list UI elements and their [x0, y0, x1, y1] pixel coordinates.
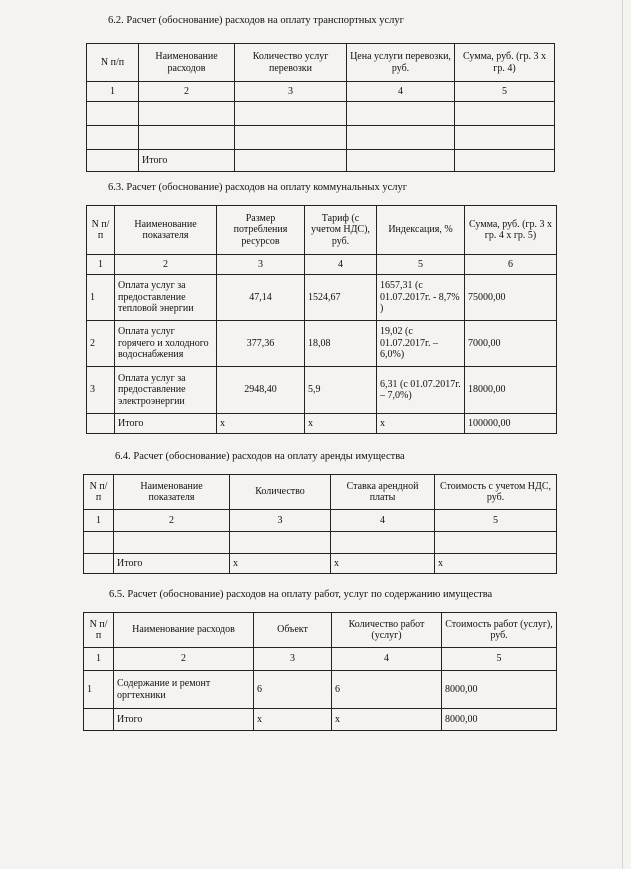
- table-row: [87, 367, 557, 414]
- total-placeholder: х: [254, 709, 332, 731]
- column-number-row: [87, 255, 557, 275]
- row-cost: 8000,00: [442, 671, 557, 709]
- column-number-row: [84, 510, 557, 532]
- column-number-cell: 3: [235, 82, 347, 102]
- header-cell: Сумма, руб. (гр. 3 х гр. 4): [455, 44, 555, 82]
- table-row: [87, 126, 555, 150]
- table-row: [87, 275, 557, 321]
- column-number-cell: 4: [331, 510, 435, 532]
- section-6-5-title: 6.5. Расчет (обоснование) расходов на оплату работ, услуг по содержанию имущества: [109, 589, 493, 600]
- header-cell: Индексация, %: [377, 206, 465, 255]
- total-placeholder: х: [230, 554, 331, 574]
- row-index: 1657,31 (с 01.07.2017г. - 8,7% ): [377, 275, 465, 321]
- header-cell: Наименование расходов: [114, 613, 254, 648]
- total-label: Итого: [114, 554, 230, 574]
- row-tariff: 5,9: [305, 367, 377, 414]
- total-row: [84, 554, 557, 574]
- table-header-row: [84, 613, 557, 648]
- column-number-cell: 2: [114, 648, 254, 671]
- total-label: Итого: [114, 709, 254, 731]
- section-6-4-title: 6.4. Расчет (обоснование) расходов на оплату аренды имущества: [115, 451, 405, 462]
- total-label: Итого: [115, 414, 217, 434]
- header-cell: Стоимость работ (услуг), руб.: [442, 613, 557, 648]
- header-cell: Объект: [254, 613, 332, 648]
- header-cell: Тариф (с учетом НДС), руб.: [305, 206, 377, 255]
- row-size: 377,36: [217, 321, 305, 367]
- table-header-row: [87, 206, 557, 255]
- row-number: 3: [87, 367, 115, 414]
- column-number-cell: 2: [115, 255, 217, 275]
- header-cell: Количество услуг перевозки: [235, 44, 347, 82]
- scan-edge-line: [622, 0, 623, 869]
- transport-costs-table: [86, 43, 555, 172]
- header-cell: Наименование показателя: [114, 475, 230, 510]
- column-number-cell: 1: [87, 255, 115, 275]
- column-number-cell: 5: [377, 255, 465, 275]
- column-number-cell: 1: [84, 510, 114, 532]
- column-number-cell: 2: [114, 510, 230, 532]
- column-number-cell: 3: [217, 255, 305, 275]
- row-size: 2948,40: [217, 367, 305, 414]
- section-6-3-title: 6.3. Расчет (обоснование) расходов на оплату коммунальных услуг: [108, 182, 408, 193]
- row-number: 1: [84, 671, 114, 709]
- header-cell: Количество работ (услуг): [332, 613, 442, 648]
- utility-costs-table: [86, 205, 557, 434]
- header-cell: Размер потребления ресурсов: [217, 206, 305, 255]
- total-placeholder: х: [435, 554, 557, 574]
- header-cell: Цена услуги перевозки, руб.: [347, 44, 455, 82]
- row-sum: 18000,00: [465, 367, 557, 414]
- total-placeholder: х: [217, 414, 305, 434]
- table-row: [87, 321, 557, 367]
- column-number-cell: 1: [87, 82, 139, 102]
- row-object: 6: [254, 671, 332, 709]
- total-row: [84, 709, 557, 731]
- row-number: 2: [87, 321, 115, 367]
- header-cell: Сумма, руб. (гр. 3 х гр. 4 х гр. 5): [465, 206, 557, 255]
- row-name: Оплата услуг горячего и холодного водоснабжения: [115, 321, 217, 367]
- header-cell: Количество: [230, 475, 331, 510]
- total-placeholder: х: [331, 554, 435, 574]
- header-cell: Стоимость с учетом НДС, руб.: [435, 475, 557, 510]
- rent-costs-table: [83, 474, 557, 574]
- column-number-cell: 4: [305, 255, 377, 275]
- row-quantity: 6: [332, 671, 442, 709]
- total-label: Итого: [139, 150, 235, 172]
- header-cell: Наименование расходов: [139, 44, 235, 82]
- table-header-row: [87, 44, 555, 82]
- row-size: 47,14: [217, 275, 305, 321]
- table-header-row: [84, 475, 557, 510]
- row-sum: 75000,00: [465, 275, 557, 321]
- table-row: [84, 671, 557, 709]
- header-cell: N п/п: [87, 44, 139, 82]
- column-number-cell: 5: [435, 510, 557, 532]
- total-sum: 100000,00: [465, 414, 557, 434]
- column-number-cell: 1: [84, 648, 114, 671]
- column-number-cell: 2: [139, 82, 235, 102]
- table-row: [84, 532, 557, 554]
- column-number-cell: 5: [442, 648, 557, 671]
- total-cost: 8000,00: [442, 709, 557, 731]
- column-number-row: [84, 648, 557, 671]
- header-cell: Наименование показателя: [115, 206, 217, 255]
- header-cell: N п/п: [84, 613, 114, 648]
- table-row: [87, 102, 555, 126]
- row-number: 1: [87, 275, 115, 321]
- column-number-cell: 3: [254, 648, 332, 671]
- row-tariff: 1524,67: [305, 275, 377, 321]
- column-number-cell: 5: [455, 82, 555, 102]
- header-cell: Ставка арендной платы: [331, 475, 435, 510]
- column-number-cell: 6: [465, 255, 557, 275]
- header-cell: N п/п: [84, 475, 114, 510]
- total-placeholder: х: [305, 414, 377, 434]
- total-placeholder: х: [377, 414, 465, 434]
- column-number-cell: 3: [230, 510, 331, 532]
- total-placeholder: х: [332, 709, 442, 731]
- row-name: Оплата услуг за предоставление тепловой энергии: [115, 275, 217, 321]
- row-index: 19,02 (с 01.07.2017г. – 6,0%): [377, 321, 465, 367]
- column-number-row: [87, 82, 555, 102]
- total-row: [87, 150, 555, 172]
- row-index: 6,31 (с 01.07.2017г. – 7,0%): [377, 367, 465, 414]
- row-name: Оплата услуг за предоставление электроэнергии: [115, 367, 217, 414]
- row-tariff: 18,08: [305, 321, 377, 367]
- row-name: Содержание и ремонт оргтехники: [114, 671, 254, 709]
- total-row: [87, 414, 557, 434]
- column-number-cell: 4: [347, 82, 455, 102]
- row-sum: 7000,00: [465, 321, 557, 367]
- column-number-cell: 4: [332, 648, 442, 671]
- header-cell: N п/п: [87, 206, 115, 255]
- maintenance-costs-table: [83, 612, 557, 731]
- section-6-2-title: 6.2. Расчет (обоснование) расходов на оплату транспортных услуг: [108, 15, 404, 26]
